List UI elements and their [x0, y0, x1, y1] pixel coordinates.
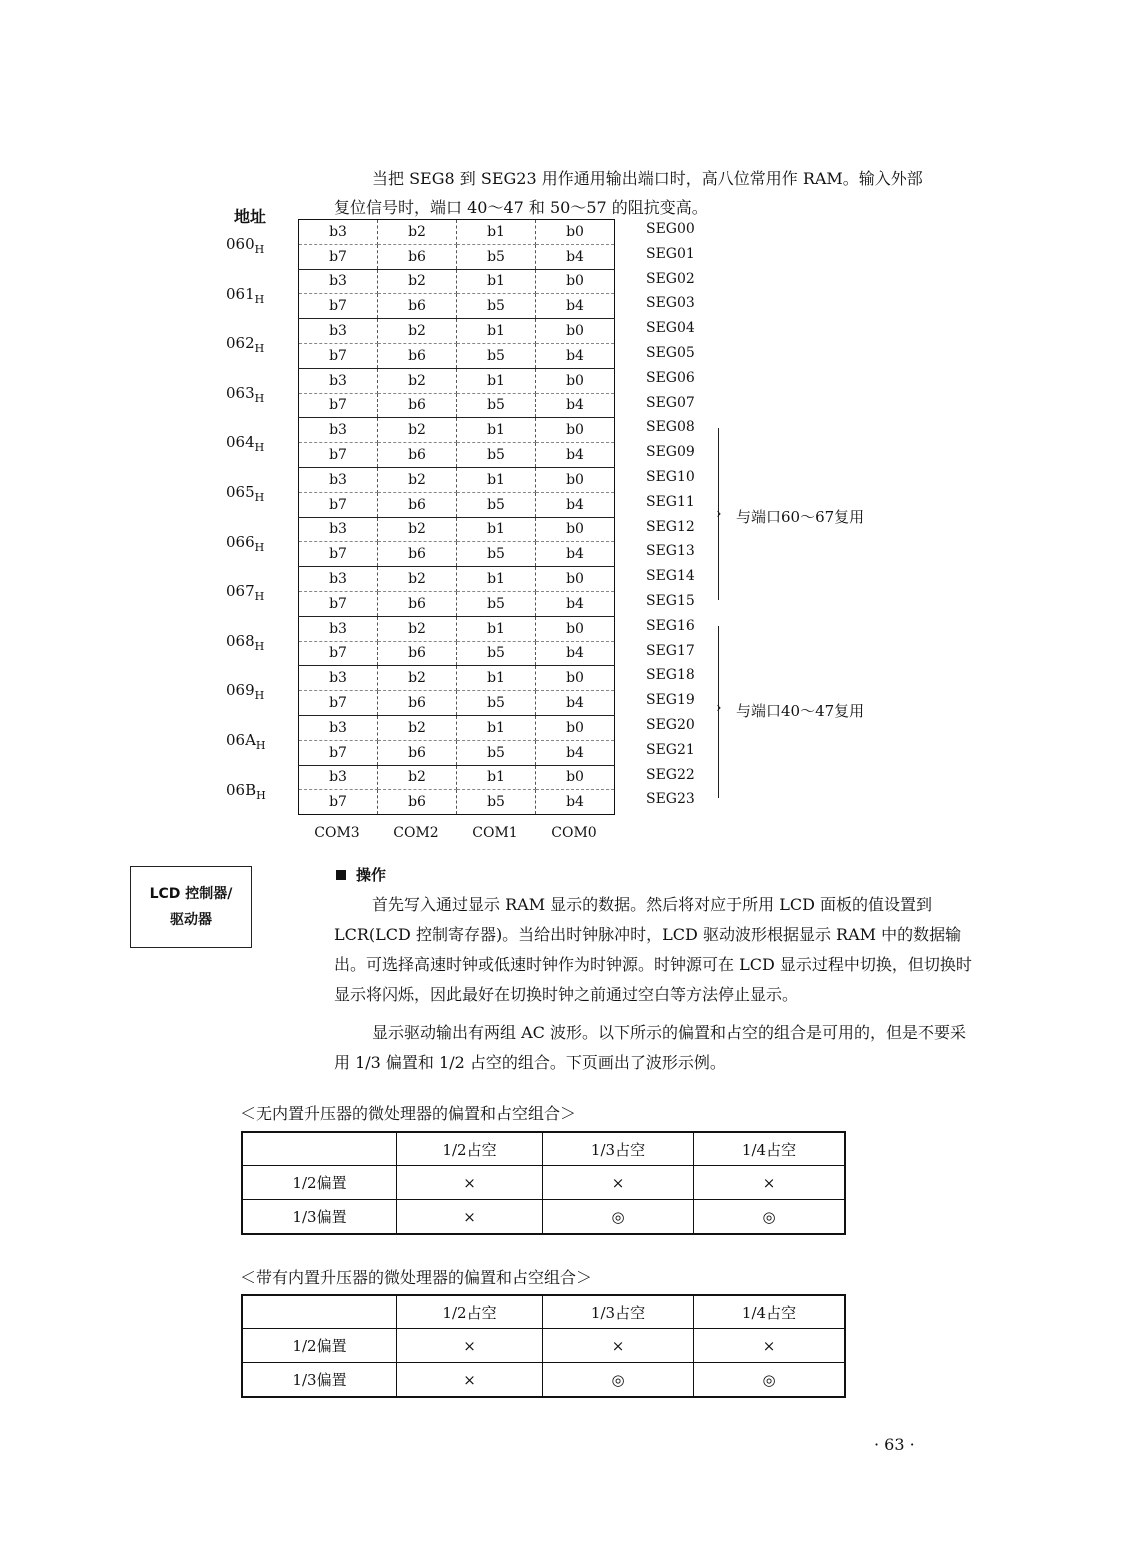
ram-bit-cell: b0	[536, 567, 615, 592]
ram-bit-cell: b0	[536, 418, 615, 443]
table-cell: 1/3占空	[543, 1132, 694, 1166]
table-cell: ◎	[543, 1363, 694, 1398]
ram-bit-cell: b4	[536, 244, 615, 269]
address-base: 066	[226, 532, 255, 551]
ram-bit-cell: b0	[536, 220, 615, 245]
ram-bit-cell: b1	[457, 418, 536, 443]
operation-para-2: 显示驱动输出有两组 AC 波形。以下所示的偏置和占空的组合是可用的，但是不要采用 1/3 偏置和 1/2 占空的组合。下页画出了波形示例。	[334, 1023, 966, 1072]
address-suffix: H	[254, 441, 265, 455]
table-cell: ×	[543, 1166, 694, 1200]
table1-caption: ＜无内置升压器的微处理器的偏置和占空组合＞	[240, 1104, 577, 1123]
ram-bit-cell: b3	[299, 517, 378, 542]
address-suffix: H	[254, 243, 265, 256]
segment-label: SEG14	[646, 568, 695, 585]
segment-label: SEG22	[646, 766, 695, 783]
address-label	[226, 433, 264, 454]
ram-row	[299, 443, 615, 468]
ram-bit-cell: b7	[299, 244, 378, 269]
ram-bit-cell: b4	[536, 740, 615, 765]
ram-row	[299, 666, 615, 691]
table-cell: ◎	[694, 1200, 846, 1235]
table-cell	[242, 1132, 397, 1166]
ram-bit-cell: b7	[299, 542, 378, 567]
segment-label: SEG16	[646, 617, 695, 634]
address-suffix: H	[254, 689, 265, 703]
table-cell: 1/2占空	[397, 1295, 543, 1329]
ram-bit-cell: b5	[457, 641, 536, 666]
ram-bit-cell: b6	[378, 542, 457, 567]
ram-bit-cell: b2	[378, 418, 457, 443]
ram-bit-cell: b5	[457, 343, 536, 368]
ram-bit-cell: b7	[299, 740, 378, 765]
ram-bit-cell: b0	[536, 666, 615, 691]
operation-heading-text: 操作	[356, 866, 387, 884]
com-label: COM1	[472, 825, 518, 841]
segment-label: SEG03	[646, 295, 695, 312]
address-base: 063	[226, 383, 255, 402]
ram-bit-cell: b4	[536, 393, 615, 418]
table-cell: 1/2偏置	[242, 1166, 397, 1200]
segment-label: SEG02	[646, 270, 695, 287]
ram-bit-cell: b6	[378, 691, 457, 716]
segment-label: SEG19	[646, 692, 695, 709]
ram-bit-cell: b7	[299, 393, 378, 418]
ram-bit-cell: b0	[536, 715, 615, 740]
segment-label: SEG13	[646, 543, 695, 560]
display-ram-map-table	[298, 219, 615, 815]
ram-row	[299, 740, 615, 765]
ram-row	[299, 616, 615, 641]
section-box-line1: LCD 控制器/	[149, 886, 233, 902]
ram-bit-cell: b6	[378, 294, 457, 319]
ram-bit-cell: b7	[299, 641, 378, 666]
combo-table-1	[241, 1131, 846, 1235]
ram-bit-cell: b7	[299, 294, 378, 319]
ram-bit-cell: b1	[457, 567, 536, 592]
ram-bit-cell: b0	[536, 517, 615, 542]
operation-body	[334, 890, 974, 1078]
segment-label: SEG17	[646, 642, 695, 659]
ram-bit-cell: b7	[299, 790, 378, 815]
ram-bit-cell: b3	[299, 220, 378, 245]
address-base: 060	[226, 235, 255, 253]
address-base: 065	[226, 483, 255, 501]
ram-bit-cell: b6	[378, 641, 457, 666]
ram-bit-cell: b4	[536, 691, 615, 716]
table-cell: ◎	[543, 1200, 694, 1235]
ram-bit-cell: b4	[536, 294, 615, 319]
table-cell	[242, 1295, 397, 1329]
ram-bit-cell: b3	[299, 418, 378, 443]
page-number: · 63 ·	[874, 1435, 915, 1454]
ram-bit-cell: b7	[299, 343, 378, 368]
table-cell: ×	[694, 1166, 846, 1200]
address-base: 069	[226, 681, 255, 700]
table-row	[242, 1200, 845, 1235]
table-row	[242, 1166, 845, 1200]
address-base: 06B	[226, 780, 257, 799]
com-label: COM0	[551, 825, 597, 841]
segment-label: SEG06	[646, 369, 695, 386]
segment-label: SEG00	[646, 221, 695, 237]
table-row	[242, 1329, 845, 1363]
ram-bit-cell: b3	[299, 269, 378, 294]
ram-bit-cell: b0	[536, 765, 615, 790]
segment-label: SEG07	[646, 394, 695, 411]
address-suffix: H	[254, 639, 265, 653]
bracket-label-port40: 与端口40～47复用	[736, 702, 865, 720]
segment-label: SEG15	[646, 593, 695, 609]
ram-bit-cell: b1	[457, 765, 536, 790]
address-label	[226, 632, 264, 653]
table-cell: ×	[397, 1200, 543, 1235]
ram-bit-cell: b6	[378, 492, 457, 517]
address-label	[226, 681, 264, 702]
ram-bit-cell: b6	[378, 343, 457, 368]
ram-row	[299, 542, 615, 567]
address-label	[226, 781, 266, 802]
ram-bit-cell: b7	[299, 691, 378, 716]
table-cell: ×	[397, 1166, 543, 1200]
ram-row	[299, 790, 615, 815]
operation-para-1: 首先写入通过显示 RAM 显示的数据。然后将对应于所用 LCD 面板的值设置到 LCR(LCD 控制寄存器)。当给出时钟脉冲时，LCD 驱动波形根据显示 RAM 中的数据输出。可选择高速时钟或低速时钟作为时钟源。时钟源可在 LCD 显示过程中切换，但切换时显示将闪烁，因此最好在切换时钟之前通过空白等方法停止显示。	[334, 895, 972, 1004]
ram-row	[299, 641, 615, 666]
address-label	[226, 334, 264, 355]
ram-row	[299, 220, 615, 245]
ram-bit-cell: b3	[299, 567, 378, 592]
segment-label: SEG20	[646, 717, 695, 733]
segment-label: SEG09	[646, 444, 695, 461]
ram-bit-cell: b3	[299, 666, 378, 691]
ram-bit-cell: b5	[457, 443, 536, 468]
ram-row	[299, 393, 615, 418]
table-cell: 1/3偏置	[242, 1363, 397, 1398]
ram-bit-cell: b5	[457, 591, 536, 616]
table-cell: ×	[543, 1329, 694, 1363]
ram-bit-cell: b1	[457, 319, 536, 344]
ram-bit-cell: b3	[299, 765, 378, 790]
ram-bit-cell: b2	[378, 567, 457, 592]
table-cell: 1/3占空	[543, 1295, 694, 1329]
ram-bit-cell: b5	[457, 790, 536, 815]
segment-label: SEG21	[646, 741, 695, 758]
black-square-icon	[336, 870, 346, 880]
ram-bit-cell: b2	[378, 269, 457, 294]
ram-bit-cell: b5	[457, 492, 536, 517]
address-label	[226, 235, 264, 256]
bracket-tip: ›	[716, 506, 722, 522]
address-base: 06A	[226, 731, 256, 749]
ram-bit-cell: b1	[457, 269, 536, 294]
ram-bit-cell: b2	[378, 765, 457, 790]
ram-bit-cell: b6	[378, 244, 457, 269]
ram-bit-cell: b0	[536, 319, 615, 344]
ram-row	[299, 269, 615, 294]
ram-bit-cell: b6	[378, 591, 457, 616]
ram-bit-cell: b4	[536, 542, 615, 567]
ram-bit-cell: b1	[457, 616, 536, 641]
address-heading: 地址	[234, 207, 267, 226]
ram-bit-cell: b0	[536, 467, 615, 492]
ram-row	[299, 319, 615, 344]
address-base: 068	[226, 631, 255, 650]
table-row	[242, 1363, 845, 1398]
address-label	[226, 582, 264, 603]
intro-paragraph	[334, 164, 974, 222]
ram-row	[299, 715, 615, 740]
ram-bit-cell: b5	[457, 542, 536, 567]
address-suffix: H	[254, 590, 265, 604]
ram-bit-cell: b2	[378, 616, 457, 641]
section-box-line2: 驱动器	[170, 912, 212, 928]
segment-label: SEG11	[646, 493, 695, 510]
ram-bit-cell: b3	[299, 368, 378, 393]
section-box	[130, 866, 252, 948]
ram-bit-cell: b6	[378, 443, 457, 468]
address-label	[226, 384, 264, 405]
ram-bit-cell: b6	[378, 790, 457, 815]
ram-row	[299, 517, 615, 542]
table-cell: ×	[397, 1363, 543, 1398]
table-cell: ×	[397, 1329, 543, 1363]
ram-bit-cell: b3	[299, 715, 378, 740]
ram-bit-cell: b0	[536, 368, 615, 393]
intro-line-2: 复位信号时，端口 40～47 和 50～57 的阻抗变高。	[334, 198, 708, 217]
segment-label: SEG12	[646, 518, 695, 535]
ram-bit-cell: b1	[457, 368, 536, 393]
ram-bit-cell: b2	[378, 715, 457, 740]
ram-bit-cell: b5	[457, 393, 536, 418]
ram-bit-cell: b7	[299, 492, 378, 517]
table-cell: ◎	[694, 1363, 846, 1398]
ram-bit-cell: b1	[457, 666, 536, 691]
ram-bit-cell: b2	[378, 220, 457, 245]
com-label: COM3	[314, 825, 360, 841]
ram-bit-cell: b1	[457, 715, 536, 740]
address-label	[226, 483, 264, 504]
ram-bit-cell: b2	[378, 517, 457, 542]
segment-label: SEG23	[646, 791, 695, 808]
ram-bit-cell: b5	[457, 294, 536, 319]
segment-label: SEG01	[646, 245, 695, 262]
ram-row	[299, 418, 615, 443]
address-suffix: H	[254, 292, 265, 306]
ram-bit-cell: b2	[378, 368, 457, 393]
ram-bit-cell: b5	[457, 244, 536, 269]
address-suffix: H	[254, 540, 265, 554]
ram-bit-cell: b1	[457, 517, 536, 542]
intro-line-1: 当把 SEG8 到 SEG23 用作通用输出端口时，高八位常用作 RAM。输入外部	[372, 169, 923, 188]
table2-caption: ＜带有内置升压器的微处理器的偏置和占空组合＞	[240, 1268, 593, 1287]
ram-row	[299, 343, 615, 368]
segment-label: SEG04	[646, 320, 695, 337]
ram-bit-cell: b5	[457, 740, 536, 765]
ram-bit-cell: b6	[378, 740, 457, 765]
address-suffix: H	[254, 491, 265, 504]
address-base: 067	[226, 582, 255, 601]
ram-bit-cell: b0	[536, 616, 615, 641]
combo-table-2	[241, 1294, 846, 1398]
ram-bit-cell: b2	[378, 319, 457, 344]
ram-bit-cell: b1	[457, 467, 536, 492]
table-cell: 1/4占空	[694, 1132, 846, 1166]
address-base: 064	[226, 433, 255, 452]
ram-row	[299, 467, 615, 492]
ram-bit-cell: b2	[378, 666, 457, 691]
ram-row	[299, 691, 615, 716]
table-cell: 1/2占空	[397, 1132, 543, 1166]
ram-bit-cell: b4	[536, 492, 615, 517]
ram-bit-cell: b4	[536, 443, 615, 468]
ram-bit-cell: b4	[536, 591, 615, 616]
ram-row	[299, 294, 615, 319]
ram-bit-cell: b1	[457, 220, 536, 245]
address-base: 062	[226, 334, 255, 353]
operation-heading	[336, 864, 386, 885]
address-label	[226, 285, 264, 306]
address-suffix: H	[254, 391, 265, 405]
bracket-tip: ›	[716, 700, 722, 716]
ram-bit-cell: b4	[536, 790, 615, 815]
ram-bit-cell: b3	[299, 616, 378, 641]
address-suffix: H	[254, 342, 265, 356]
table-cell: 1/4占空	[694, 1295, 846, 1329]
ram-bit-cell: b4	[536, 641, 615, 666]
segment-label: SEG10	[646, 469, 695, 485]
table-header-row	[242, 1132, 845, 1166]
ram-row	[299, 591, 615, 616]
ram-bit-cell: b4	[536, 343, 615, 368]
ram-bit-cell: b2	[378, 467, 457, 492]
address-label	[226, 533, 264, 554]
ram-row	[299, 368, 615, 393]
ram-bit-cell: b7	[299, 591, 378, 616]
ram-row	[299, 244, 615, 269]
ram-bit-cell: b6	[378, 393, 457, 418]
ram-bit-cell: b3	[299, 467, 378, 492]
table-header-row	[242, 1295, 845, 1329]
ram-row	[299, 765, 615, 790]
address-label	[226, 731, 266, 752]
table-cell: 1/3偏置	[242, 1200, 397, 1235]
segment-label: SEG05	[646, 345, 695, 361]
address-base: 061	[226, 284, 255, 303]
ram-row	[299, 567, 615, 592]
ram-bit-cell: b7	[299, 443, 378, 468]
table-cell: ×	[694, 1329, 846, 1363]
bracket-label-port60: 与端口60～67复用	[736, 508, 865, 526]
address-suffix: H	[256, 788, 266, 802]
segment-label: SEG18	[646, 667, 695, 684]
table-cell: 1/2偏置	[242, 1329, 397, 1363]
address-suffix: H	[255, 739, 266, 752]
com-label: COM2	[393, 825, 439, 841]
ram-row	[299, 492, 615, 517]
ram-bit-cell: b3	[299, 319, 378, 344]
ram-bit-cell: b5	[457, 691, 536, 716]
ram-bit-cell: b0	[536, 269, 615, 294]
segment-label: SEG08	[646, 419, 695, 436]
